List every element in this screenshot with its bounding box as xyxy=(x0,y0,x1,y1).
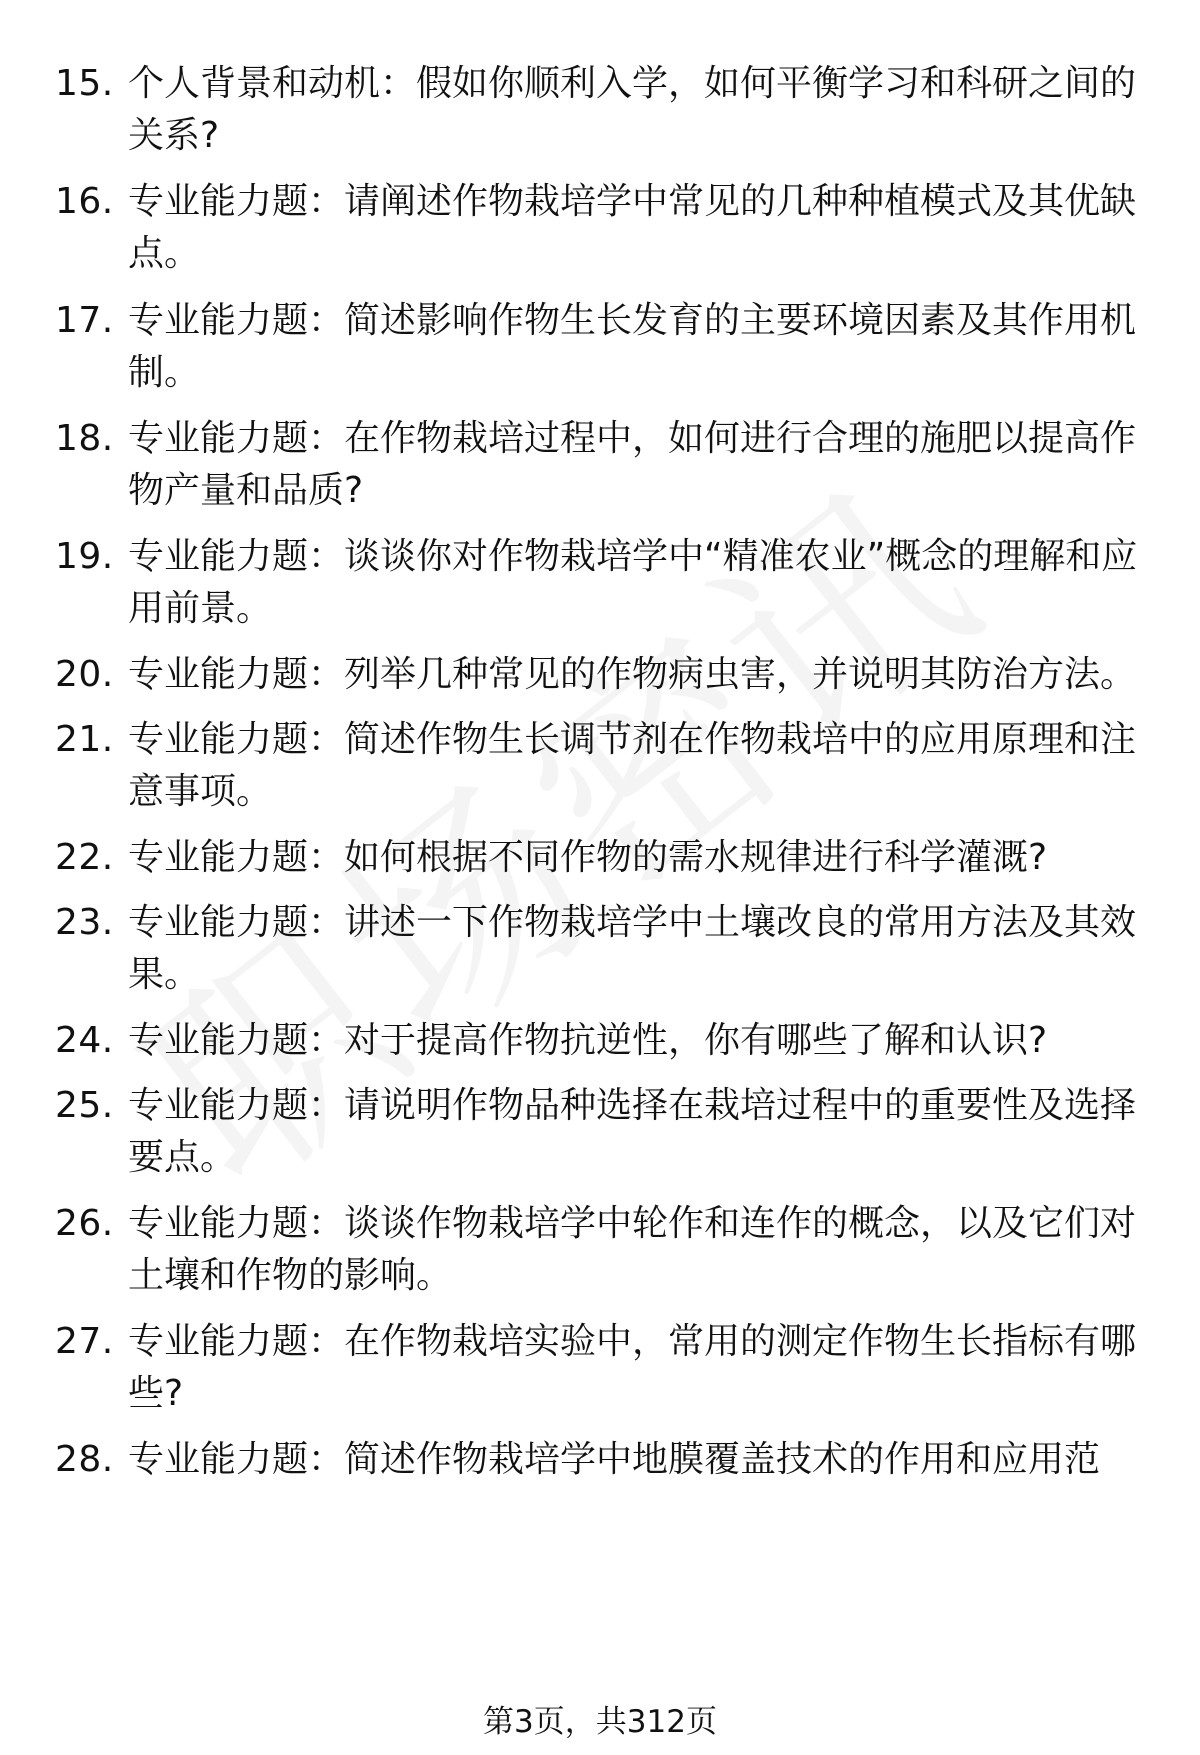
question-number: 26. xyxy=(55,1203,114,1244)
question-item xyxy=(0,413,1200,531)
question-text: 个人背景和动机：假如你顺利入学，如何平衡学习和科研之间的关系? xyxy=(128,63,1137,156)
question-item xyxy=(0,1198,1200,1316)
question-number: 20. xyxy=(55,654,114,695)
question-number: 28. xyxy=(55,1439,114,1480)
question-number: 16. xyxy=(55,181,114,222)
question-text: 专业能力题：讲述一下作物栽培学中土壤改良的常用方法及其效果。 xyxy=(128,902,1137,995)
question-text: 专业能力题：在作物栽培实验中，常用的测定作物生长指标有哪些? xyxy=(128,1321,1137,1414)
question-number: 21. xyxy=(55,719,114,760)
question-item xyxy=(0,58,1200,176)
question-text: 专业能力题：列举几种常见的作物病虫害，并说明其防治方法。 xyxy=(128,654,1137,695)
question-item xyxy=(0,1434,1200,1494)
question-number: 19. xyxy=(55,536,114,577)
question-number: 24. xyxy=(55,1020,114,1061)
question-item xyxy=(0,295,1200,413)
question-item xyxy=(0,1080,1200,1198)
question-number: 22. xyxy=(55,837,114,878)
question-text: 专业能力题：谈谈作物栽培学中轮作和连作的概念，以及它们对土壤和作物的影响。 xyxy=(128,1203,1137,1296)
question-text: 专业能力题：简述作物栽培学中地膜覆盖技术的作用和应用范 xyxy=(128,1439,1101,1480)
question-text: 专业能力题：对于提高作物抗逆性，你有哪些了解和认识? xyxy=(128,1020,1048,1061)
question-list xyxy=(0,58,1200,1494)
question-item xyxy=(0,897,1200,1015)
question-item xyxy=(0,832,1200,897)
question-number: 27. xyxy=(55,1321,114,1362)
question-text: 专业能力题：简述作物生长调节剂在作物栽培中的应用原理和注意事项。 xyxy=(128,719,1137,812)
question-number: 25. xyxy=(55,1085,114,1126)
question-item xyxy=(0,176,1200,295)
question-text: 专业能力题：谈谈你对作物栽培学中“精准农业”概念的理解和应用前景。 xyxy=(128,536,1138,629)
question-text: 专业能力题：在作物栽培过程中，如何进行合理的施肥以提高作物产量和品质? xyxy=(128,418,1137,511)
question-number: 18. xyxy=(55,418,114,459)
question-text: 专业能力题：简述影响作物生长发育的主要环境因素及其作用机制。 xyxy=(128,300,1137,393)
question-text: 专业能力题：如何根据不同作物的需水规律进行科学灌溉? xyxy=(128,837,1048,878)
question-item xyxy=(0,714,1200,832)
question-text: 专业能力题：请说明作物品种选择在栽培过程中的重要性及选择要点。 xyxy=(128,1085,1137,1178)
question-number: 15. xyxy=(55,63,114,104)
question-item xyxy=(0,531,1200,649)
question-text: 专业能力题：请阐述作物栽培学中常见的几种种植模式及其优缺点。 xyxy=(128,181,1137,274)
question-number: 17. xyxy=(55,300,114,341)
question-number: 23. xyxy=(55,902,114,943)
page-footer: 第3页，共312页 xyxy=(483,1704,717,1740)
question-item xyxy=(0,1015,1200,1080)
question-item xyxy=(0,649,1200,714)
question-item xyxy=(0,1316,1200,1434)
